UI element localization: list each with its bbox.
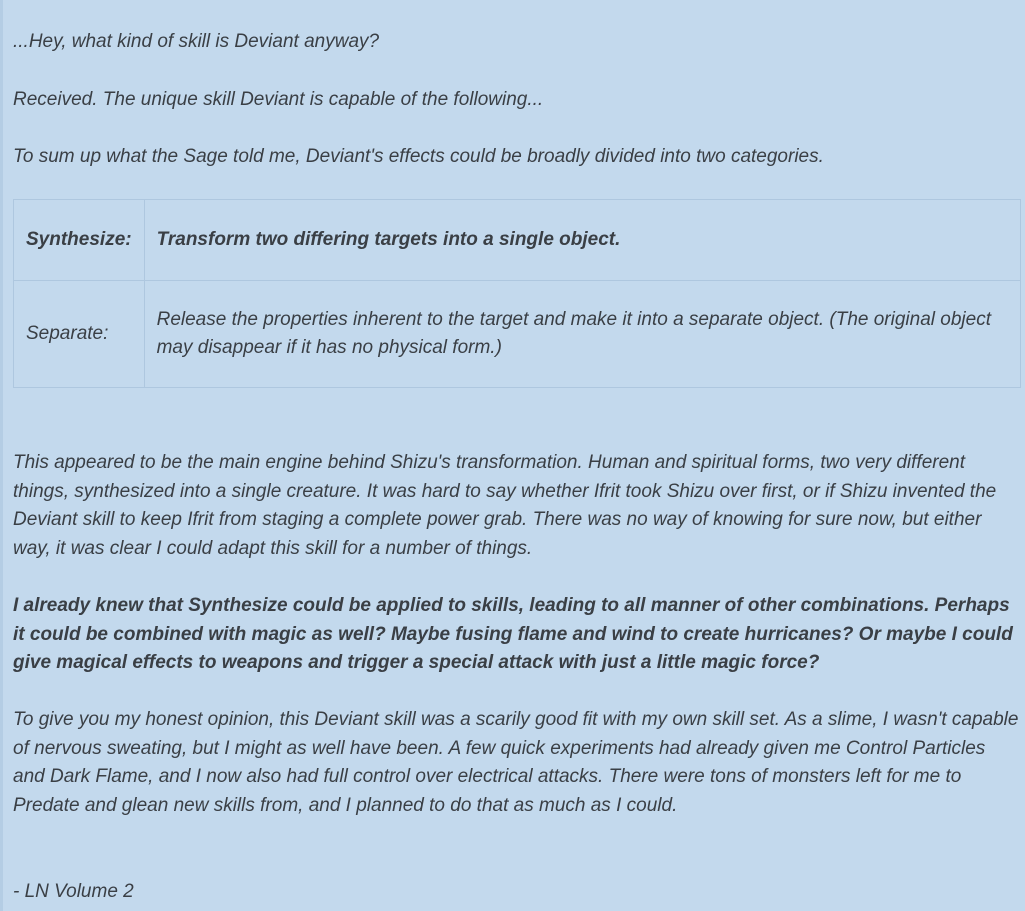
- paragraph-3: To give you my honest opinion, this Deviant skill was a scarily good fit with my own skill set. As a slime, I wasn't capable of nervous sweating, but I might as well have been. A few quick experiments had already given me Control Particles and Dark Flame, and I now also had full control over electrical attacks. There were tons of monsters left for me to Predate and glean new skills from, and I planned to do that as much as I could.: [13, 709, 1019, 816]
- skill-description-separate: Release the properties inherent to the target and make it into a separate object. (The original object may disappear if it has no physical form.): [144, 281, 1020, 388]
- dialogue-line-3: To sum up what the Sage told me, Deviant's effects could be broadly divided into two categories.: [13, 146, 824, 167]
- dialogue-line-1: ...Hey, what kind of skill is Deviant anyway?: [13, 31, 380, 52]
- skill-description-synthesize: Transform two differing targets into a single object.: [144, 200, 1020, 281]
- source-citation: - LN Volume 2: [13, 881, 134, 902]
- skill-name-synthesize: Synthesize:: [14, 200, 145, 281]
- skill-name-separate: Separate:: [14, 281, 145, 388]
- table-row: [14, 200, 1021, 281]
- table-row: [14, 281, 1021, 388]
- dialogue-line-2: Received. The unique skill Deviant is capable of the following...: [13, 89, 544, 110]
- skills-table: [13, 199, 1021, 388]
- paragraph-2: I already knew that Synthesize could be applied to skills, leading to all manner of other combinations. Perhaps it could be combined with magic as well? Maybe fusing flame and wind to create hurricanes? Or maybe I could give magical effects to weapons and trigger a special attack with just a little magic force?: [13, 595, 1013, 673]
- left-edge: [0, 0, 3, 911]
- paragraph-1: This appeared to be the main engine behind Shizu's transformation. Human and spiritual forms, two very different things, synthesized into a single creature. It was hard to say whether Ifrit took Shizu over first, or if Shizu invented the Deviant skill to keep Ifrit from staging a complete power grab. There was no way of knowing for sure now, but either way, it was clear I could adapt this skill for a number of things.: [13, 452, 997, 559]
